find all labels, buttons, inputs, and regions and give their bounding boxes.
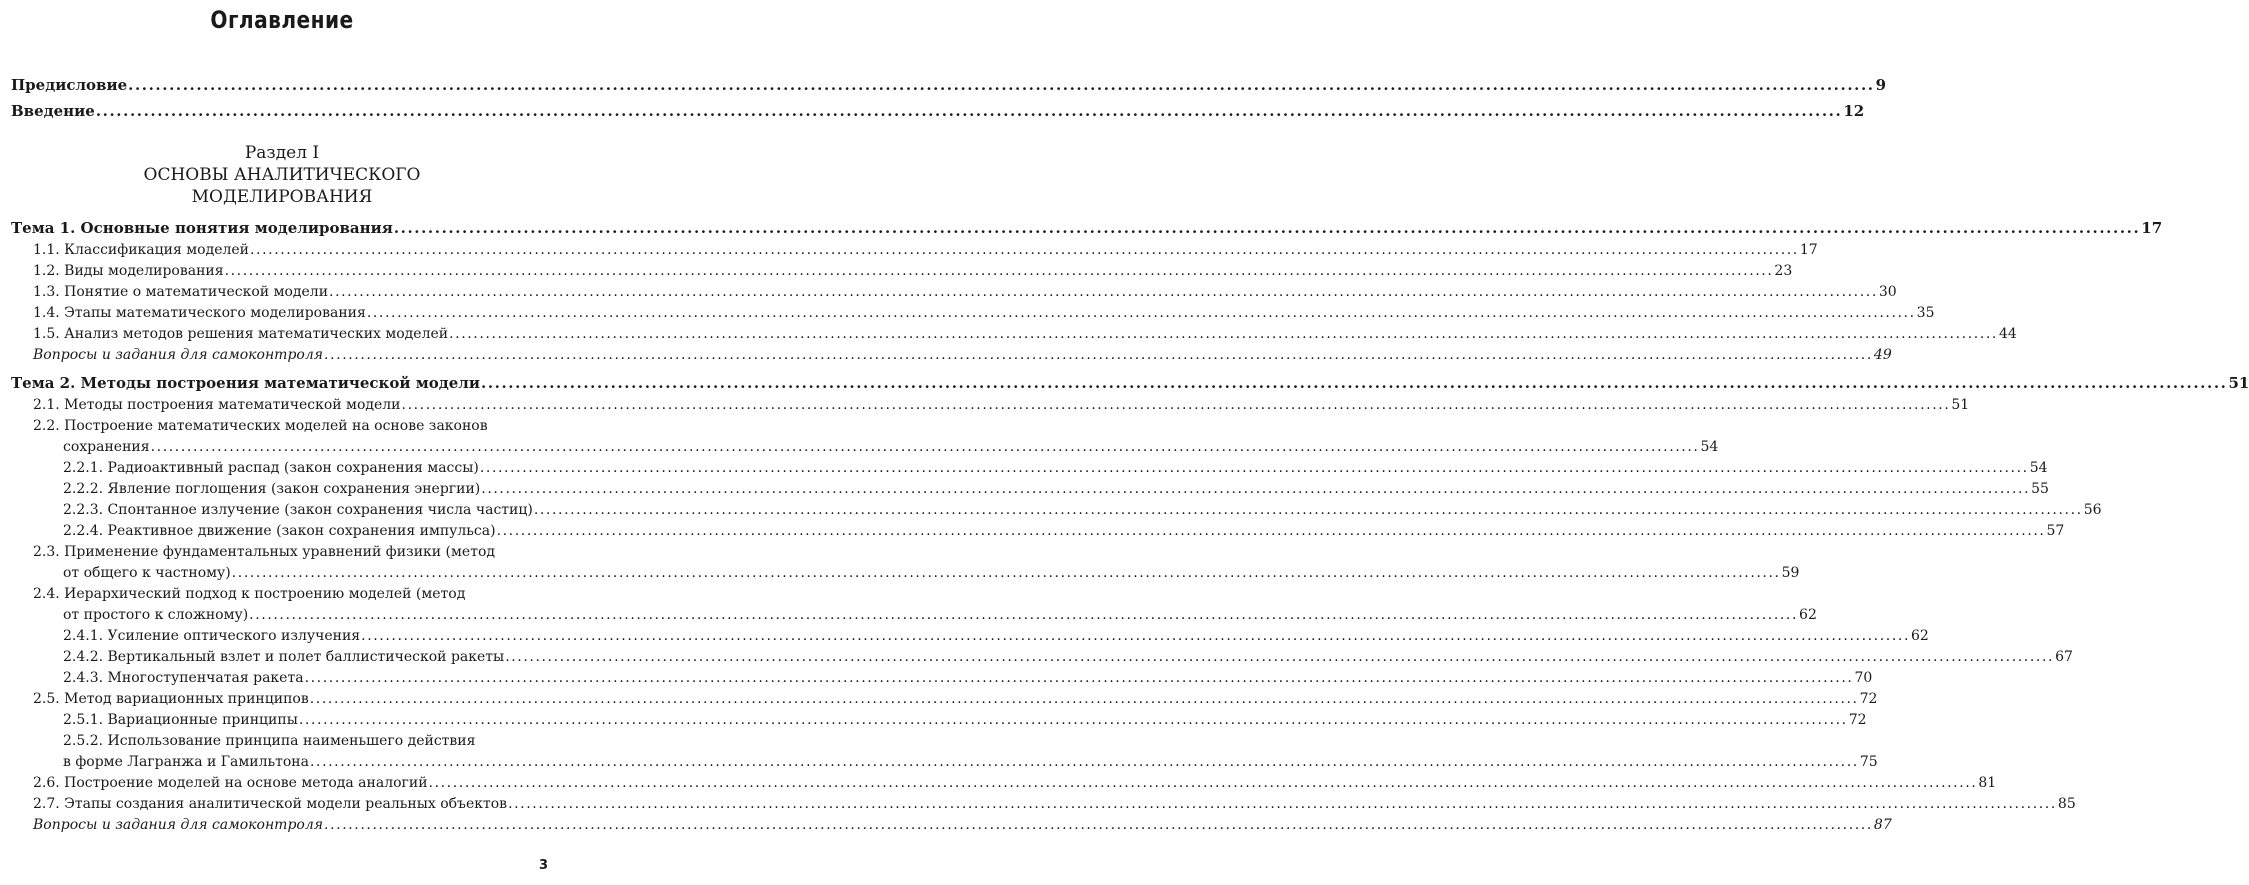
entry-page: 17: [1799, 242, 1818, 258]
section-title-line1: ОСНОВЫ АНАЛИТИЧЕСКОГО: [143, 165, 421, 185]
toc-entry-2-2-3[interactable]: [63, 500, 2102, 520]
entry-label: 2.4.2. Вертикальный взлет и полет баллистической ракеты: [63, 649, 505, 665]
leader-dots: [429, 773, 1978, 793]
section-number: Раздел I: [244, 143, 320, 163]
entry-page: 72: [1848, 712, 1867, 728]
entry-page: 54: [1700, 439, 1719, 455]
leader-dots: [480, 458, 2029, 478]
toc-entry-2-1[interactable]: [33, 395, 1970, 415]
leader-dots: [449, 324, 1998, 344]
leader-dots: [310, 752, 1859, 772]
toc-entry-topic2-questions[interactable]: [33, 815, 1892, 835]
leader-dots: [305, 668, 1854, 688]
entry-label: 1.2. Виды моделирования: [33, 263, 224, 279]
leader-dots: [497, 521, 2046, 541]
entry-page: 12: [1843, 102, 1865, 120]
entry-page: 72: [1859, 691, 1878, 707]
entry-page: 87: [1873, 817, 1892, 833]
leader-dots: [481, 373, 2227, 393]
leader-dots: [324, 345, 1873, 365]
leader-dots: [225, 261, 1774, 281]
entry-page: 70: [1854, 670, 1873, 686]
entry-label: Введение: [11, 102, 95, 120]
toc-entry-2-5-1[interactable]: [63, 710, 1867, 730]
leader-dots: [250, 240, 1799, 260]
toc-entry-2-2-1[interactable]: [63, 458, 2048, 478]
toc-entry-2-2-4[interactable]: [63, 521, 2065, 541]
entry-label: 1.5. Анализ методов решения математических моделей: [33, 326, 449, 342]
entry-page: 30: [1878, 284, 1897, 300]
toc-entry-topic2[interactable]: [11, 373, 2249, 393]
toc-entry-1-4[interactable]: [33, 303, 1935, 323]
entry-page: 85: [2057, 796, 2076, 812]
entry-label: Тема 1. Основные понятия моделирования: [11, 219, 393, 237]
leader-dots: [508, 794, 2057, 814]
entry-label: Тема 2. Методы построения математической модели: [11, 374, 480, 392]
leader-dots: [151, 437, 1700, 457]
entry-label: в форме Лагранжа и Гамильтона: [63, 754, 309, 770]
entry-label: 2.4.3. Многоступенчатая ракета: [63, 670, 304, 686]
entry-page: 75: [1859, 754, 1878, 770]
entry-label: 2.6. Построение моделей на основе метода аналогий: [33, 775, 428, 791]
toc-entry-2-4[interactable]: [63, 605, 1817, 625]
leader-dots: [324, 815, 1873, 835]
page-title: Оглавление: [210, 6, 354, 34]
toc-entry-1-2[interactable]: [33, 261, 1793, 281]
leader-dots: [534, 500, 2083, 520]
entry-label: 2.2.3. Спонтанное излучение (закон сохранения числа частиц): [63, 502, 533, 518]
toc-entry-2-5-2[interactable]: [63, 752, 1878, 772]
leader-dots: [96, 101, 1842, 121]
entry-label: 2.5.1. Вариационные принципы: [63, 712, 298, 728]
toc-entry-topic1-questions[interactable]: [33, 345, 1892, 365]
entry-label: Вопросы и задания для самоконтроля: [33, 817, 324, 833]
leader-dots: [505, 647, 2054, 667]
entry-page: 49: [1873, 347, 1892, 363]
toc-entry-2-7[interactable]: [33, 794, 2076, 814]
entry-label: 2.1. Методы построения математической модели: [33, 397, 401, 413]
entry-page: 55: [2031, 481, 2049, 497]
leader-dots: [249, 605, 1798, 625]
toc-entry-1-3[interactable]: [33, 282, 1897, 302]
entry-label: 2.5. Метод вариационных принципов: [33, 691, 309, 707]
entry-page: 51: [1951, 397, 1970, 413]
section-title-line2: МОДЕЛИРОВАНИЯ: [191, 187, 373, 207]
page-number: 3: [538, 858, 548, 873]
toc-entry-2-2-line1[interactable]: 2.2. Построение математических моделей на основе законов: [33, 418, 488, 434]
entry-label: 2.2.4. Реактивное движение (закон сохранения импульса): [63, 523, 496, 539]
entry-label: Предисловие: [11, 76, 128, 94]
entry-page: 23: [1774, 263, 1793, 279]
leader-dots: [329, 282, 1878, 302]
toc-entry-2-3-line1[interactable]: 2.3. Применение фундаментальных уравнений физики (метод: [33, 544, 495, 560]
leader-dots: [367, 303, 1916, 323]
toc-entry-topic1[interactable]: [11, 218, 2163, 238]
entry-page: 81: [1978, 775, 1997, 791]
toc-entry-2-3[interactable]: [63, 563, 1800, 583]
toc-entry-2-6[interactable]: [33, 773, 1997, 793]
entry-page: 54: [2029, 460, 2048, 476]
entry-label: сохранения: [63, 439, 150, 455]
toc-entry-2-4-1[interactable]: [63, 626, 1929, 646]
entry-page: 62: [1911, 628, 1929, 644]
leader-dots: [128, 75, 1874, 95]
entry-page: 59: [1781, 565, 1800, 581]
toc-entry-2-2[interactable]: [63, 437, 1719, 457]
leader-dots: [310, 689, 1859, 709]
entry-label: 2.4.1. Усиление оптического излучения: [63, 628, 361, 644]
entry-label: 2.7. Этапы создания аналитической модели реальных объектов: [33, 796, 508, 812]
entry-label: 2.2.1. Радиоактивный распад (закон сохранения массы): [63, 460, 479, 476]
entry-page: 57: [2046, 523, 2065, 539]
entry-page: 35: [1916, 305, 1935, 321]
leader-dots: [394, 218, 2140, 238]
toc-entry-2-4-3[interactable]: [63, 668, 1873, 688]
entry-page: 44: [1998, 326, 2017, 342]
entry-label: 1.4. Этапы математического моделирования: [33, 305, 366, 321]
toc-entry-1-1[interactable]: [33, 240, 1818, 260]
leader-dots: [361, 626, 1910, 646]
entry-label: от простого к сложному): [63, 607, 249, 623]
entry-page: 51: [2228, 374, 2249, 392]
toc-entry-2-5[interactable]: [33, 689, 1878, 709]
entry-page: 17: [2141, 219, 2163, 237]
leader-dots: [299, 710, 1848, 730]
entry-page: 62: [1799, 607, 1817, 623]
leader-dots: [481, 479, 2030, 499]
toc-entry-1-5[interactable]: [33, 324, 2017, 344]
toc-entry-preface[interactable]: [11, 75, 1887, 95]
leader-dots: [402, 395, 1951, 415]
entry-label: от общего к частному): [63, 565, 231, 581]
leader-dots: [232, 563, 1781, 583]
entry-label: Вопросы и задания для самоконтроля: [33, 347, 324, 363]
toc-entry-2-4-line1[interactable]: 2.4. Иерархический подход к построению моделей (метод: [33, 586, 466, 602]
toc-entry-introduction[interactable]: [11, 101, 1865, 121]
entry-label: 1.3. Понятие о математической модели: [33, 284, 329, 300]
entry-page: 56: [2083, 502, 2102, 518]
entry-page: 9: [1875, 76, 1887, 94]
entry-page: 67: [2055, 649, 2073, 665]
toc-entry-2-4-2[interactable]: [63, 647, 2073, 667]
toc-entry-2-5-2-line1[interactable]: 2.5.2. Использование принципа наименьшего действия: [63, 733, 476, 749]
toc-entry-2-2-2[interactable]: [63, 479, 2049, 499]
entry-label: 1.1. Классификация моделей: [33, 242, 249, 258]
entry-label: 2.2.2. Явление поглощения (закон сохранения энергии): [63, 481, 481, 497]
